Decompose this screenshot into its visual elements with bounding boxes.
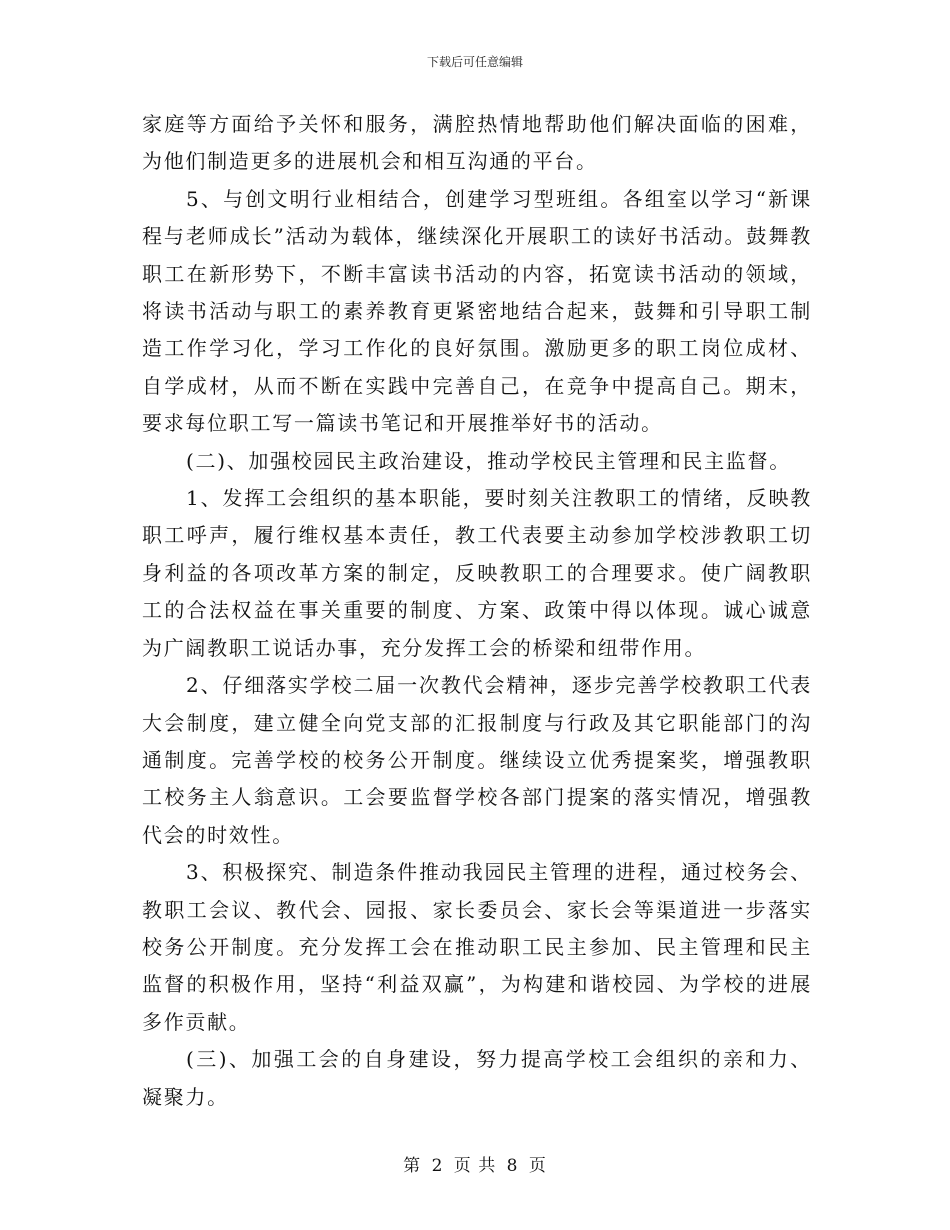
section-heading-2: (二)、加强校园民主政治建设，推动学校民主管理和民主监督。 — [186, 448, 791, 473]
section-heading-3: (三)、加强工会的自身建设，努力提高学校工会组织的亲和力、凝聚力。 — [142, 1047, 812, 1109]
paragraph-continuation: 家庭等方面给予关怀和服务，满腔热情地帮助他们解决面临的困难，为他们制造更多的进展机会和相互沟通的平台。 — [142, 112, 812, 174]
footer-total-pages: 8 — [506, 1156, 519, 1176]
footer-suffix: 页 — [528, 1156, 547, 1176]
paragraph-item-3: 3、积极探究、制造条件推动我园民主管理的进程，通过校务会、教职工会议、教代会、园报、家长委员会、家长会等渠道进一步落实校务公开制度。充分发挥工会在推动职工民主参加、民主管理和民主监督的积极作用，坚持“利益双赢”，为构建和谐校园、为学校的进展多作贡献。 — [142, 860, 812, 1034]
paragraph-item-2: 2、仔细落实学校二届一次教代会精神，逐步完善学校教职工代表大会制度，建立健全向党支部的汇报制度与行政及其它职能部门的沟通制度。完善学校的校务公开制度。继续设立优秀提案奖，增强教职工校务主人翁意识。工会要监督学校各部门提案的落实情况，增强教代会的时效性。 — [142, 673, 812, 847]
footer-prefix: 第 — [403, 1156, 422, 1176]
paragraph-item-1: 1、发挥工会组织的基本职能，要时刻关注教职工的情绪，反映教职工呼声，履行维权基本责任，教工代表要主动参加学校涉教职工切身利益的各项改革方案的制定，反映教职工的合理要求。使广阔教职工的合法权益在事关重要的制度、方案、政策中得以体现。诚心诚意为广阔教职工说话办事，充分发挥工会的桥梁和纽带作用。 — [142, 486, 812, 660]
page-header: 下载后可任意编辑 — [426, 55, 523, 69]
page-number-footer — [0, 1155, 950, 1177]
document-body — [142, 106, 812, 1116]
footer-middle: 页 共 — [453, 1156, 497, 1176]
paragraph-item-5: 5、与创文明行业相结合，创建学习型班组。各组室以学习“新课程与老师成长”活动为载体，继续深化开展职工的读好书活动。鼓舞教职工在新形势下，不断丰富读书活动的内容，拓宽读书活动的领域，将读书活动与职工的素养教育更紧密地结合起来，鼓舞和引导职工制造工作学习化，学习工作化的良好氛围。激励更多的职工岗位成材、自学成材，从而不断在实践中完善自己，在竞争中提高自己。期末，要求每位职工写一篇读书笔记和开展推举好书的活动。 — [142, 186, 812, 436]
footer-current-page: 2 — [431, 1156, 444, 1176]
